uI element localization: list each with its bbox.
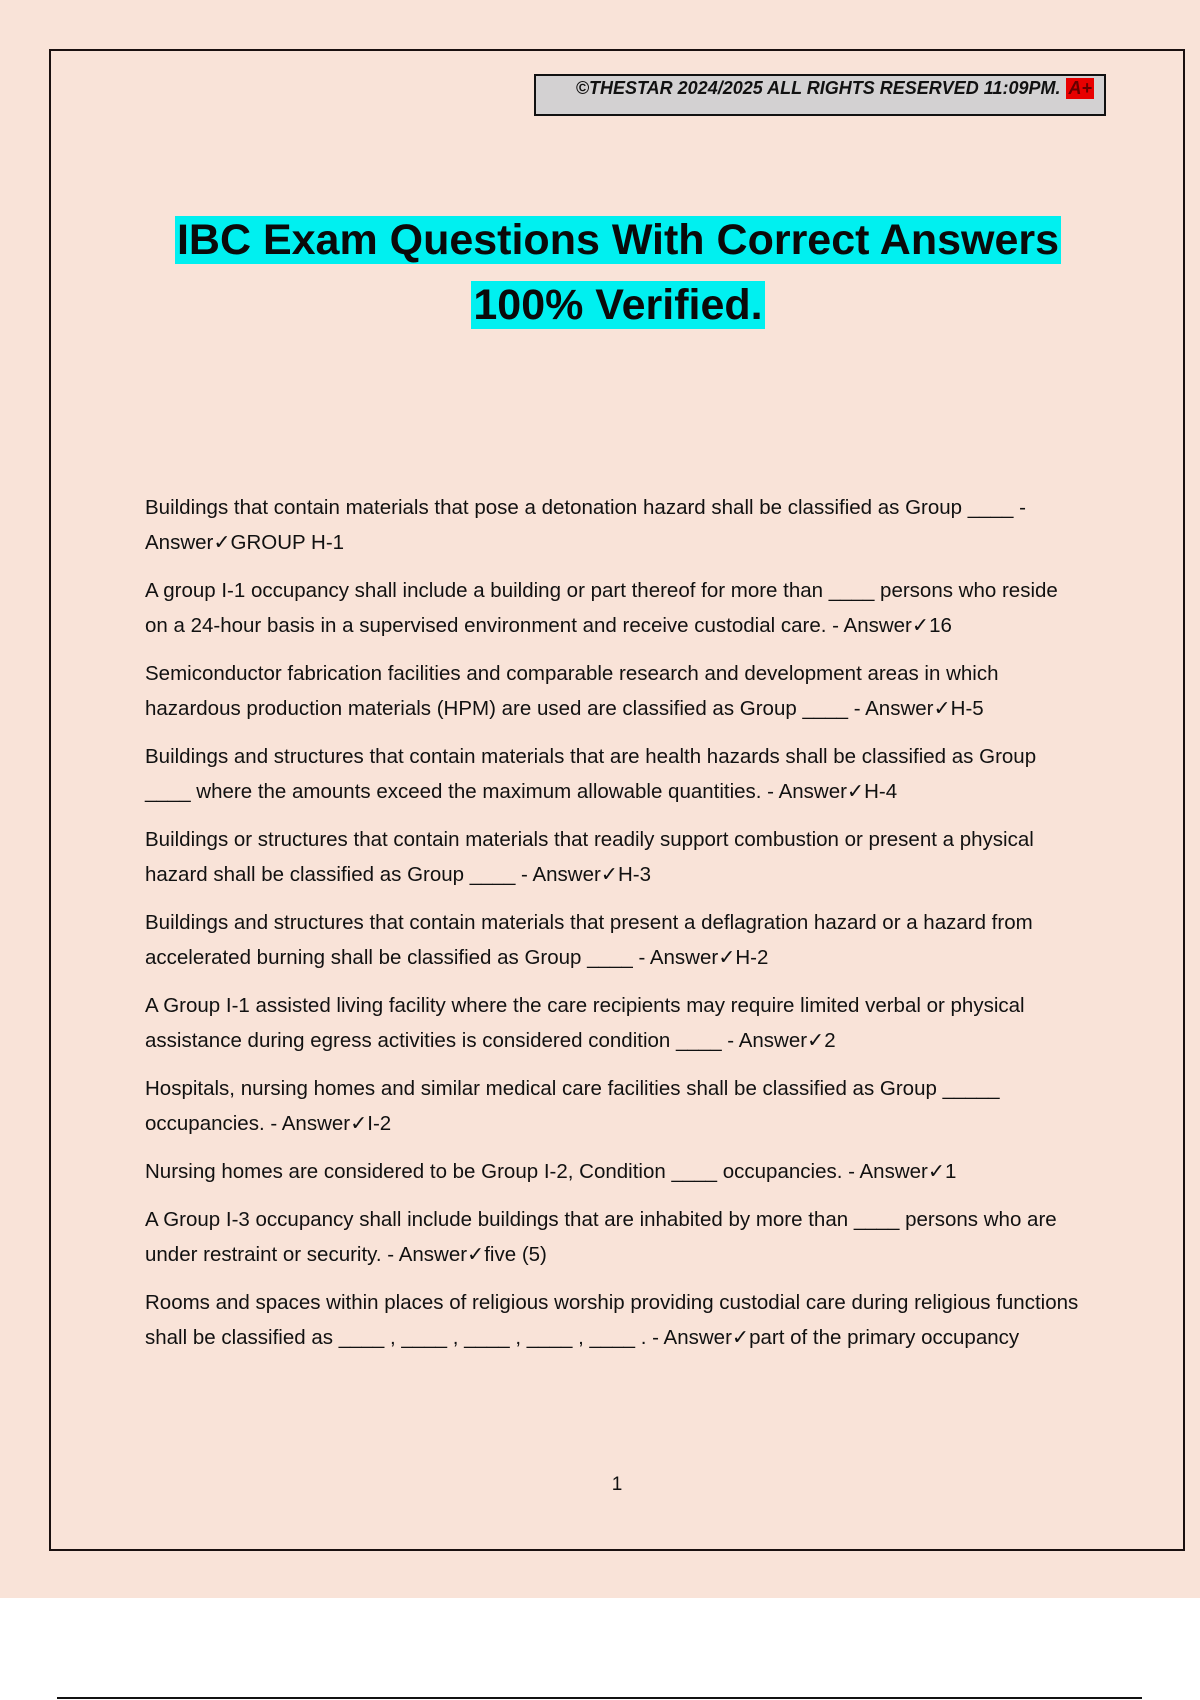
next-page-divider: [57, 1697, 1142, 1699]
question-item: Buildings and structures that contain materials that present a deflagration hazard or a hazard from accelerated burning shall be classified as Group ____ - Answer✓H-2: [145, 911, 1033, 969]
question-item: Hospitals, nursing homes and similar medical care facilities shall be classified as Group _____ occupancies. - Answer✓I-2: [145, 1077, 1000, 1135]
question-item: Buildings or structures that contain materials that readily support combustion or present a physical hazard shall be classified as Group ____ - Answer✓H-3: [145, 828, 1034, 886]
grade-badge: A+: [1068, 78, 1092, 98]
question-item: Buildings that contain materials that pose a detonation hazard shall be classified as Group ____ - Answer✓GROUP H-1: [145, 496, 1026, 554]
question-list: [145, 490, 1085, 1368]
copyright-text: ©THESTAR 2024/2025 ALL RIGHTS RESERVED 11:09PM.: [575, 78, 1061, 98]
question-item: Buildings and structures that contain materials that are health hazards shall be classified as Group ____ where the amounts exceed the maximum allowable quantities. - Answer✓H-4: [145, 745, 1037, 803]
question-item: A Group I-3 occupancy shall include buildings that are inhabited by more than ____ persons who are under restraint or security. - Answer✓five (5): [145, 1208, 1057, 1266]
page-number: 1: [611, 1474, 623, 1495]
question-item: Semiconductor fabrication facilities and comparable research and development areas in which hazardous production materials (HPM) are used are classified as Group ____ - Answer✓H-5: [145, 662, 999, 720]
copyright-header: [534, 74, 1106, 116]
title-line-2: 100% Verified.: [473, 281, 763, 329]
question-item: A Group I-1 assisted living facility where the care recipients may require limited verbal or physical assistance during egress activities is considered condition ____ - Answer✓2: [145, 994, 1025, 1052]
question-item: Nursing homes are considered to be Group I-2, Condition ____ occupancies. - Answer✓1: [145, 1160, 957, 1183]
question-item: Rooms and spaces within places of religious worship providing custodial care during religious functions shall be classified as ____ , ____ , ____ , ____ , ____ . - Answer✓part of the primary occupancy: [145, 1291, 1079, 1349]
title-line-1: IBC Exam Questions With Correct Answers: [176, 216, 1060, 264]
document-title: [0, 208, 1200, 338]
question-item: A group I-1 occupancy shall include a building or part thereof for more than ____ persons who reside on a 24-hour basis in a supervised environment and receive custodial care. - Answer✓16: [145, 579, 1058, 637]
